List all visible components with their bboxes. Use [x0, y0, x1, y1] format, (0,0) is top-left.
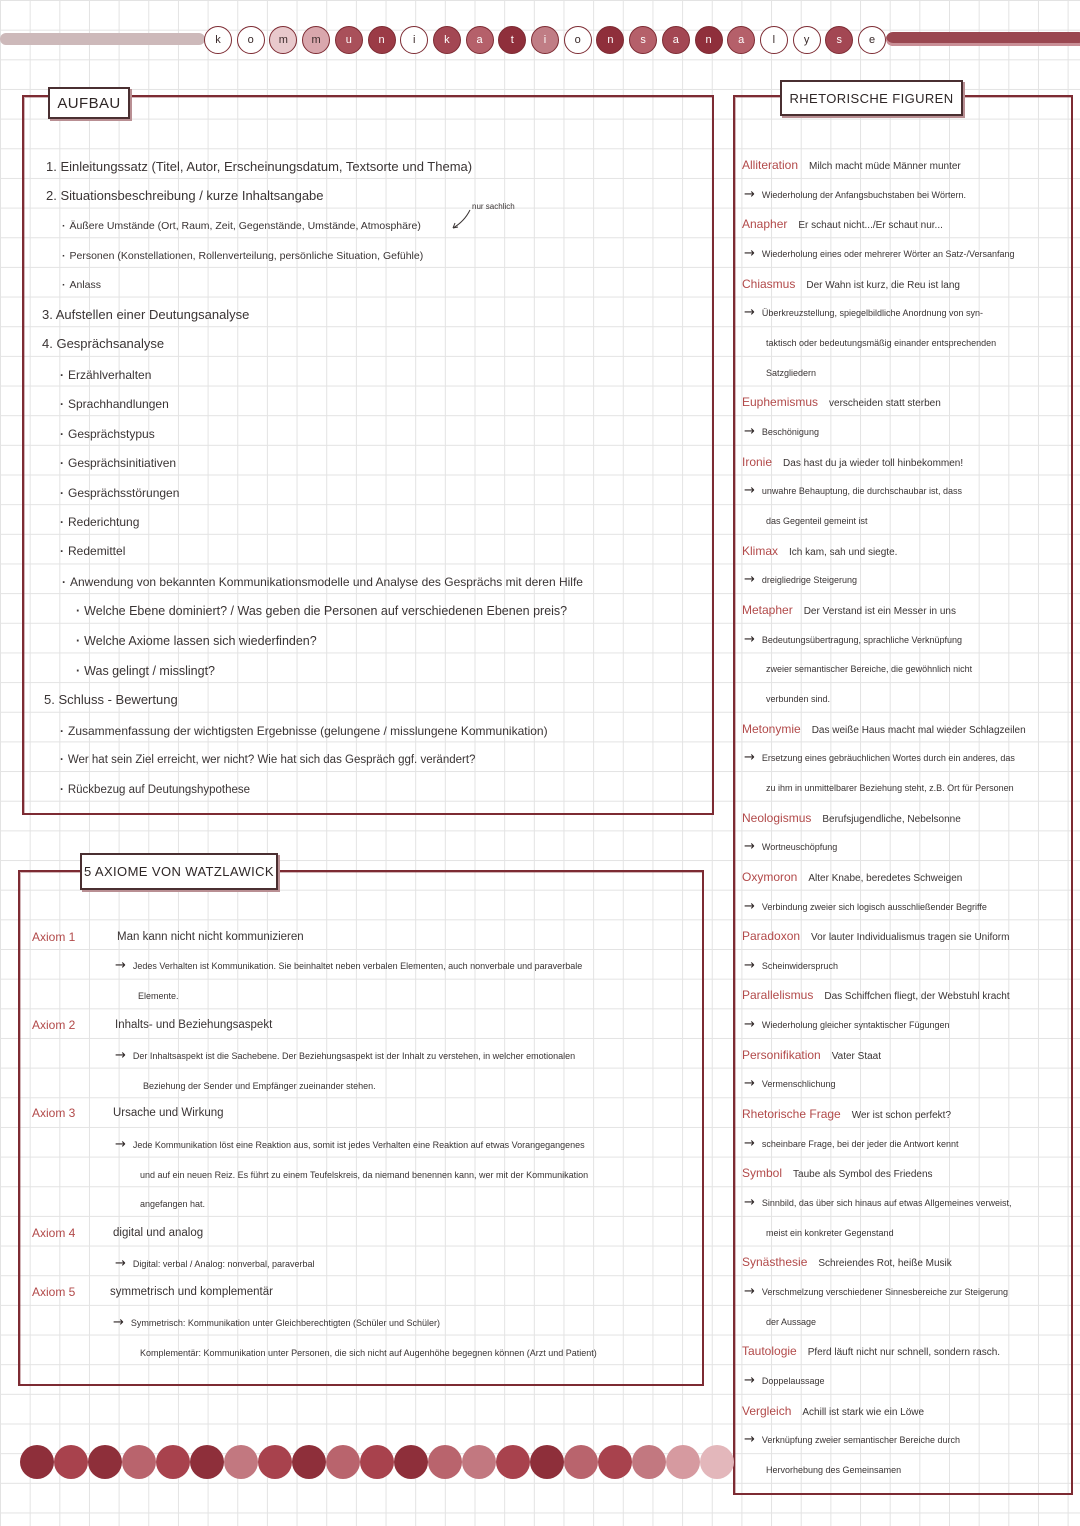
- title-letter: u: [345, 34, 352, 46]
- figure-term: Tautologie: [742, 1344, 797, 1359]
- figure-ironie: [742, 453, 963, 473]
- figure-symbol: [742, 1164, 933, 1184]
- footer-dot: [394, 1445, 428, 1479]
- figure-explanation: → Vermenschlichung: [744, 1075, 835, 1093]
- figure-term: Klimax: [742, 543, 779, 558]
- aufbau-item: · Sprachhandlungen: [60, 395, 169, 413]
- figure-explanation: → unwahre Behauptung, die durchschaubar ist, dass: [744, 482, 962, 500]
- figure-example: Ich kam, sah und siegte.: [789, 546, 898, 558]
- figure-explanation: → Doppelaussage: [744, 1372, 824, 1390]
- figure-example: Taube als Symbol des Friedens: [793, 1169, 933, 1181]
- figure-rhetorische-frage: [742, 1105, 951, 1125]
- axiom-label: Axiom 4: [32, 1226, 76, 1240]
- title-letter: n: [705, 34, 712, 46]
- figure-term: Neologismus: [742, 810, 812, 825]
- figure-explanation: → Beschönigung: [744, 423, 819, 441]
- footer-dot: [122, 1445, 156, 1479]
- aufbau-note: nur sachlich: [472, 202, 515, 211]
- axiom-title: Ursache und Wirkung: [113, 1107, 224, 1119]
- figure-synaesthesie: [742, 1253, 952, 1273]
- aufbau-step-2: 2. Situationsbeschreibung / kurze Inhaltsangabe: [46, 188, 324, 203]
- figure-explanation: → Verknüpfung zweier semantischer Bereiche durch: [744, 1431, 960, 1449]
- aufbau-step-5: 5. Schluss - Bewertung: [44, 692, 178, 707]
- title-letter-dot: [596, 26, 624, 54]
- figure-example: Alter Knabe, beredetes Schweigen: [808, 872, 963, 884]
- title-letter: o: [574, 34, 581, 46]
- figure-euphemismus: [742, 393, 941, 413]
- figure-explanation: → Ersetzung eines gebräuchlichen Wortes durch ein anderes, das: [744, 749, 1015, 767]
- figure-explanation: → Bedeutungsübertragung, sprachliche Verknüpfung: [744, 631, 962, 649]
- footer-dot: [156, 1445, 190, 1479]
- title-letter: l: [772, 34, 776, 46]
- figure-neologismus: [742, 809, 961, 829]
- title-letter-dot: [662, 26, 690, 54]
- figure-explanation: → Wortneuschöpfung: [744, 838, 837, 856]
- figure-parallelismus: [742, 986, 1010, 1006]
- axiom-label: Axiom 3: [32, 1106, 76, 1120]
- axiom-explanation: → Der Inhaltsaspekt ist die Sachebene. Der Beziehungsaspekt ist der Inhalt zu verstehen, in welcher emotionalen: [115, 1047, 575, 1065]
- figure-anapher: [742, 215, 943, 235]
- axiome-box: [18, 870, 704, 1386]
- figure-example: Vor lauter Individualismus tragen sie Uniform: [811, 932, 1010, 944]
- title-letter-dot: [204, 26, 232, 54]
- title-letter-dot: [760, 26, 788, 54]
- footer-dot: [666, 1445, 700, 1479]
- aufbau-step-4: 4. Gesprächsanalyse: [42, 336, 165, 351]
- title-letter: t: [510, 34, 514, 46]
- figure-example: Schreiendes Rot, heiße Musik: [818, 1258, 952, 1270]
- figure-term: Personifikation: [742, 1047, 821, 1062]
- title-letter-dot: [237, 26, 265, 54]
- figure-tautologie: [742, 1342, 1000, 1362]
- footer-dot: [88, 1445, 122, 1479]
- axiome-title: 5 AXIOME VON WATZLAWICK: [80, 853, 278, 890]
- figure-explanation: → Sinnbild, das über sich hinaus auf etwas Allgemeines verweist,: [744, 1194, 1012, 1212]
- aufbau-subitem: · Welche Axiome lassen sich wiederfinden?: [76, 632, 317, 650]
- aufbau-item: · Personen (Konstellationen, Rollenverteilung, persönliche Situation, Gefühle): [62, 247, 423, 265]
- title-letter-dot: [466, 26, 494, 54]
- header-bar-left: [0, 33, 205, 45]
- figure-example: Pferd läuft nicht nur schnell, sondern rasch.: [807, 1347, 1001, 1359]
- title-letter-dot: [400, 26, 428, 54]
- title-letter: i: [412, 34, 416, 46]
- figure-oxymoron: [742, 868, 962, 888]
- title-letter: o: [247, 34, 254, 46]
- aufbau-item: · Erzählverhalten: [60, 366, 151, 384]
- footer-dot: [190, 1445, 224, 1479]
- title-letter: y: [803, 34, 810, 46]
- title-letter: k: [444, 34, 450, 46]
- figure-explanation: Satzgliedern: [766, 367, 817, 378]
- figure-explanation: verbunden sind.: [766, 693, 831, 704]
- figure-explanation: → Wiederholung gleicher syntaktischer Fügungen: [744, 1016, 950, 1034]
- footer-dot: [496, 1445, 530, 1479]
- figure-explanation: → scheinbare Frage, bei der jeder die Antwort kennt: [744, 1135, 959, 1153]
- title-letter-dot: [629, 26, 657, 54]
- figure-explanation: meist ein konkreter Gegenstand: [766, 1227, 894, 1238]
- title-letter: s: [836, 34, 843, 46]
- figure-explanation: → Verschmelzung verschiedener Sinnesbereiche zur Steigerung: [744, 1283, 1008, 1301]
- axiom-explanation: → Symmetrisch: Kommunikation unter Gleichberechtigten (Schüler und Schüler): [113, 1314, 440, 1332]
- axiom-explanation: Elemente.: [138, 991, 179, 1001]
- footer-dot: [462, 1445, 496, 1479]
- figure-explanation: → Wiederholung der Anfangsbuchstaben bei Wörtern.: [744, 186, 966, 204]
- footer-dot: [700, 1445, 734, 1479]
- figure-term: Metapher: [742, 602, 793, 617]
- rhetorik-title: RHETORISCHE FIGUREN: [780, 80, 963, 116]
- axiom-title: Man kann nicht nicht kommunizieren: [117, 931, 304, 943]
- axiom-explanation: und auf ein neuen Reiz. Es führt zu einem Teufelskreis, da niemand benennen kann, wer mit der Kommunikation: [140, 1170, 589, 1180]
- title-letter: m: [278, 34, 288, 46]
- axiom-explanation: Komplementär: Kommunikation unter Personen, die sich nicht auf Augenhöhe begegnen können (Arzt und Patient): [140, 1348, 597, 1358]
- footer-dot: [258, 1445, 292, 1479]
- title-letter-dot: [368, 26, 396, 54]
- figure-example: Das weiße Haus macht mal wieder Schlagzeilen: [811, 724, 1026, 736]
- title-letter-dot: [335, 26, 363, 54]
- figure-term: Vergleich: [742, 1403, 792, 1418]
- title-letter-dot: [302, 26, 330, 54]
- figure-example: Das hast du ja wieder toll hinbekommen!: [783, 457, 964, 469]
- aufbau-item: · Äußere Umstände (Ort, Raum, Zeit, Gegenstände, Umstände, Atmosphäre): [62, 217, 421, 235]
- aufbau-step-3: 3. Aufstellen einer Deutungsanalyse: [42, 307, 250, 322]
- title-letter-dot: [498, 26, 526, 54]
- axiom-explanation: → Digital: verbal / Analog: nonverbal, paraverbal: [115, 1255, 315, 1273]
- title-letter: e: [868, 34, 876, 46]
- title-letter: m: [311, 34, 321, 46]
- aufbau-title: AUFBAU: [48, 87, 130, 119]
- figure-example: Achill ist stark wie ein Löwe: [802, 1406, 925, 1418]
- axiom-title: Inhalts- und Beziehungsaspekt: [115, 1019, 273, 1031]
- axiom-label: Axiom 2: [32, 1018, 76, 1032]
- aufbau-item: · Gesprächsstörungen: [60, 484, 179, 502]
- footer-dot: [20, 1445, 54, 1479]
- footer-dot: [598, 1445, 632, 1479]
- aufbau-step-1: 1. Einleitungssatz (Titel, Autor, Erscheinungsdatum, Textsorte und Thema): [46, 159, 473, 174]
- figure-term: Parallelismus: [742, 988, 814, 1003]
- figure-example: Berufsjugendliche, Nebelsonne: [822, 813, 961, 825]
- title-letter: s: [640, 34, 646, 46]
- axiom-explanation: angefangen hat.: [140, 1199, 206, 1209]
- figure-term: Anapher: [742, 217, 788, 232]
- axiom-label: Axiom 5: [32, 1285, 76, 1299]
- figure-term: Metonymie: [742, 721, 801, 736]
- figure-example: Vater Staat: [831, 1050, 882, 1062]
- figure-term: Euphemismus: [742, 395, 819, 410]
- title-letter: a: [738, 34, 745, 46]
- footer-dot: [326, 1445, 360, 1479]
- axiom-label: Axiom 1: [32, 930, 76, 944]
- title-letter: a: [476, 34, 483, 46]
- title-letter-dot: [858, 26, 886, 54]
- title-letter: a: [672, 34, 679, 46]
- figure-metapher: [742, 601, 956, 621]
- footer-dot: [360, 1445, 394, 1479]
- axiom-title: digital und analog: [113, 1227, 204, 1239]
- footer-dot: [54, 1445, 88, 1479]
- axiom-explanation: → Jedes Verhalten ist Kommunikation. Sie beinhaltet neben verbalen Elementen, auch nonverbale und paraverbale: [115, 957, 582, 975]
- figure-term: Chiasmus: [742, 276, 796, 291]
- figure-explanation: → Wiederholung eines oder mehrerer Wörter an Satz-/Versanfang: [744, 245, 1015, 263]
- aufbau-item: · Anlass: [62, 276, 101, 294]
- footer-dot: [224, 1445, 258, 1479]
- axiom-explanation: → Jede Kommunikation löst eine Reaktion aus, somit ist jedes Verhalten eine Reaktion auf etwas Vorangegangenes: [115, 1136, 585, 1154]
- figure-explanation: der Aussage: [766, 1316, 817, 1327]
- figure-explanation: → Verbindung zweier sich logisch ausschließender Begriffe: [744, 898, 987, 916]
- figure-example: Milch macht müde Männer munter: [809, 161, 961, 172]
- title-letter-dot: [793, 26, 821, 54]
- footer-dot: [564, 1445, 598, 1479]
- figure-paradoxon: [742, 927, 1009, 947]
- footer-dot: [428, 1445, 462, 1479]
- aufbau-item: · Gesprächstypus: [60, 425, 155, 443]
- footer-dot: [292, 1445, 326, 1479]
- aufbau-item: · Redemittel: [60, 542, 125, 560]
- figure-term: Alliteration: [742, 158, 799, 172]
- figure-term: Paradoxon: [742, 929, 801, 944]
- figure-example: Der Verstand ist ein Messer in uns: [803, 605, 956, 617]
- title-letter-dot: [727, 26, 755, 54]
- figure-example: Er schaut nicht.../Er schaut nur...: [798, 220, 943, 232]
- title-letter-dot: [269, 26, 297, 54]
- figure-term: Oxymoron: [742, 869, 798, 884]
- figure-explanation: das Gegenteil gemeint ist: [766, 515, 868, 526]
- figure-alliteration: [742, 156, 961, 176]
- aufbau-item: · Wer hat sein Ziel erreicht, wer nicht? Wie hat sich das Gespräch ggf. verändert?: [60, 751, 475, 769]
- figure-metonymie: [742, 720, 1026, 740]
- figure-term: Ironie: [742, 454, 773, 469]
- title-letter-dot: [433, 26, 461, 54]
- aufbau-item: · Anwendung von bekannten Kommunikationsmodelle und Analyse des Gesprächs mit deren Hilfe: [62, 573, 583, 591]
- footer-dot: [530, 1445, 564, 1479]
- footer-dot: [632, 1445, 666, 1479]
- figure-klimax: [742, 542, 897, 562]
- note-arrow-icon: [448, 208, 474, 232]
- title-letter-dot: [695, 26, 723, 54]
- aufbau-item: · Zusammenfassung der wichtigsten Ergebnisse (gelungene / misslungene Kommunikation): [60, 722, 548, 740]
- figure-example: verscheiden statt sterben: [829, 398, 941, 410]
- title-letter-dot: [531, 26, 559, 54]
- aufbau-subitem: · Was gelingt / misslingt?: [76, 662, 215, 680]
- figure-example: Der Wahn ist kurz, die Reu ist lang: [806, 279, 960, 291]
- title-letter: k: [215, 34, 221, 46]
- title-letter-dot: [825, 26, 853, 54]
- header-bar-right: [886, 32, 1080, 46]
- aufbau-item: · Rederichtung: [60, 513, 139, 531]
- figure-explanation: zweier semantischer Bereiche, die gewöhnlich nicht: [766, 664, 973, 675]
- figure-explanation: → Überkreuzstellung, spiegelbildliche Anordnung von syn-: [744, 304, 983, 322]
- title-letter-dot: [564, 26, 592, 54]
- figure-vergleich: [742, 1402, 924, 1422]
- aufbau-item: · Rückbezug auf Deutungshypothese: [60, 781, 250, 799]
- figure-explanation: zu ihm in unmittelbarer Beziehung steht, z.B. Ort für Personen: [766, 782, 1014, 793]
- aufbau-subitem: · Welche Ebene dominiert? / Was geben die Personen auf verschiedenen Ebenen preis?: [76, 602, 567, 620]
- aufbau-item: · Gesprächsinitiativen: [60, 454, 176, 472]
- axiom-explanation: Beziehung der Sender und Empfänger zueinander stehen.: [143, 1081, 376, 1091]
- figure-explanation: taktisch oder bedeutungsmäßig einander entsprechenden: [766, 337, 997, 348]
- figure-term: Symbol: [742, 1166, 783, 1181]
- figure-explanation: → Scheinwiderspruch: [744, 957, 838, 975]
- figure-explanation: Hervorhebung des Gemeinsamen: [766, 1465, 902, 1476]
- figure-chiasmus: [742, 275, 960, 295]
- figure-explanation: → dreigliedrige Steigerung: [744, 571, 857, 589]
- figure-term: Synästhesie: [742, 1255, 808, 1270]
- figure-term: Rhetorische Frage: [742, 1107, 841, 1122]
- figure-example: Das Schiffchen fliegt, der Webstuhl kracht: [824, 991, 1010, 1003]
- figure-personifikation: [742, 1046, 881, 1066]
- title-letter: i: [543, 34, 547, 46]
- axiom-title: symmetrisch und komplementär: [110, 1286, 273, 1298]
- title-letter: n: [607, 34, 614, 46]
- title-letter: n: [378, 34, 385, 46]
- figure-example: Wer ist schon perfekt?: [851, 1110, 952, 1122]
